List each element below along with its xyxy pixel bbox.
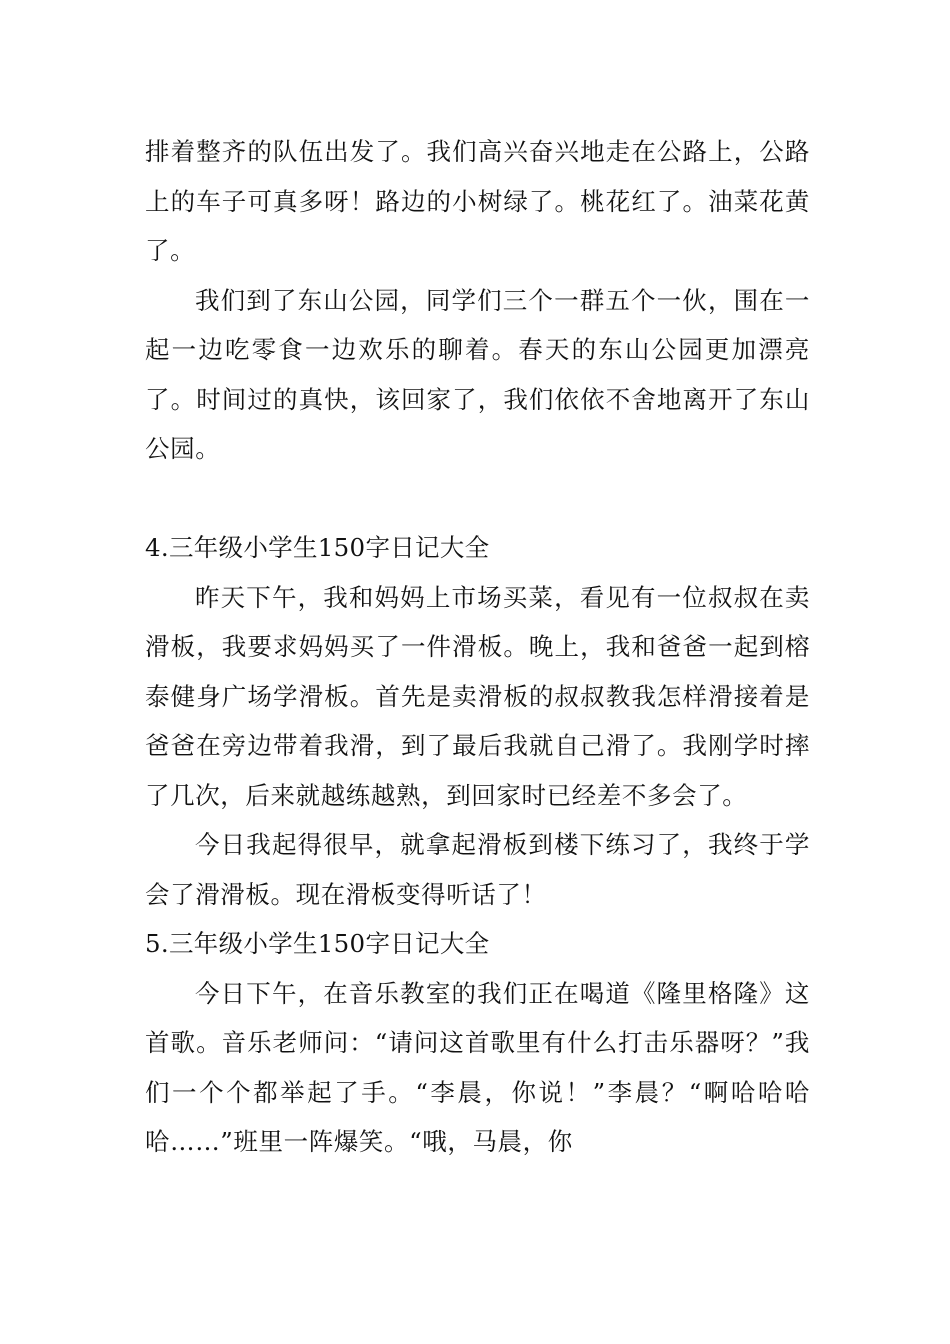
blank-line <box>145 474 810 524</box>
paragraph-continuation-1: 排着整齐的队伍出发了。我们高兴奋兴地走在公路上，公路上的车子可真多呀！路边的小树绿了。桃花红了。油菜花黄了。 <box>145 137 810 265</box>
paragraph-continuation-2: 我们到了东山公园，同学们三个一群五个一伙，围在一起一边吃零食一边欢乐的聊着。春天的东山公园更加漂亮了。时间过的真快，该回家了，我们依依不舍地离开了东山公园。 <box>145 285 810 463</box>
section-4-paragraph-1: 昨天下午，我和妈妈上市场买菜，看见有一位叔叔在卖滑板，我要求妈妈买了一件滑板。晚上，我和爸爸一起到榕泰健身广场学滑板。首先是卖滑板的叔叔教我怎样滑接着是爸爸在旁边带着我滑，到了最后我就自己滑了。我刚学时摔了几次，后来就越练越熟，到回家时已经差不多会了。 <box>145 582 810 810</box>
section-5-heading: 5.三年级小学生150字日记大全 <box>145 929 490 958</box>
document-body <box>145 127 810 1167</box>
section-4-heading: 4.三年级小学生150字日记大全 <box>145 533 490 562</box>
section-5-paragraph-1: 今日下午，在音乐教室的我们正在喝道《隆里格隆》这首歌。音乐老师问：“请问这首歌里有什么打击乐器呀？”我们一个个都举起了手。“李晨，你说！”李晨？“啊哈哈哈哈……”班里一阵爆笑。“哦，马晨，你 <box>145 978 810 1156</box>
section-4-paragraph-2: 今日我起得很早，就拿起滑板到楼下练习了，我终于学会了滑滑板。现在滑板变得听话了！ <box>145 830 810 909</box>
